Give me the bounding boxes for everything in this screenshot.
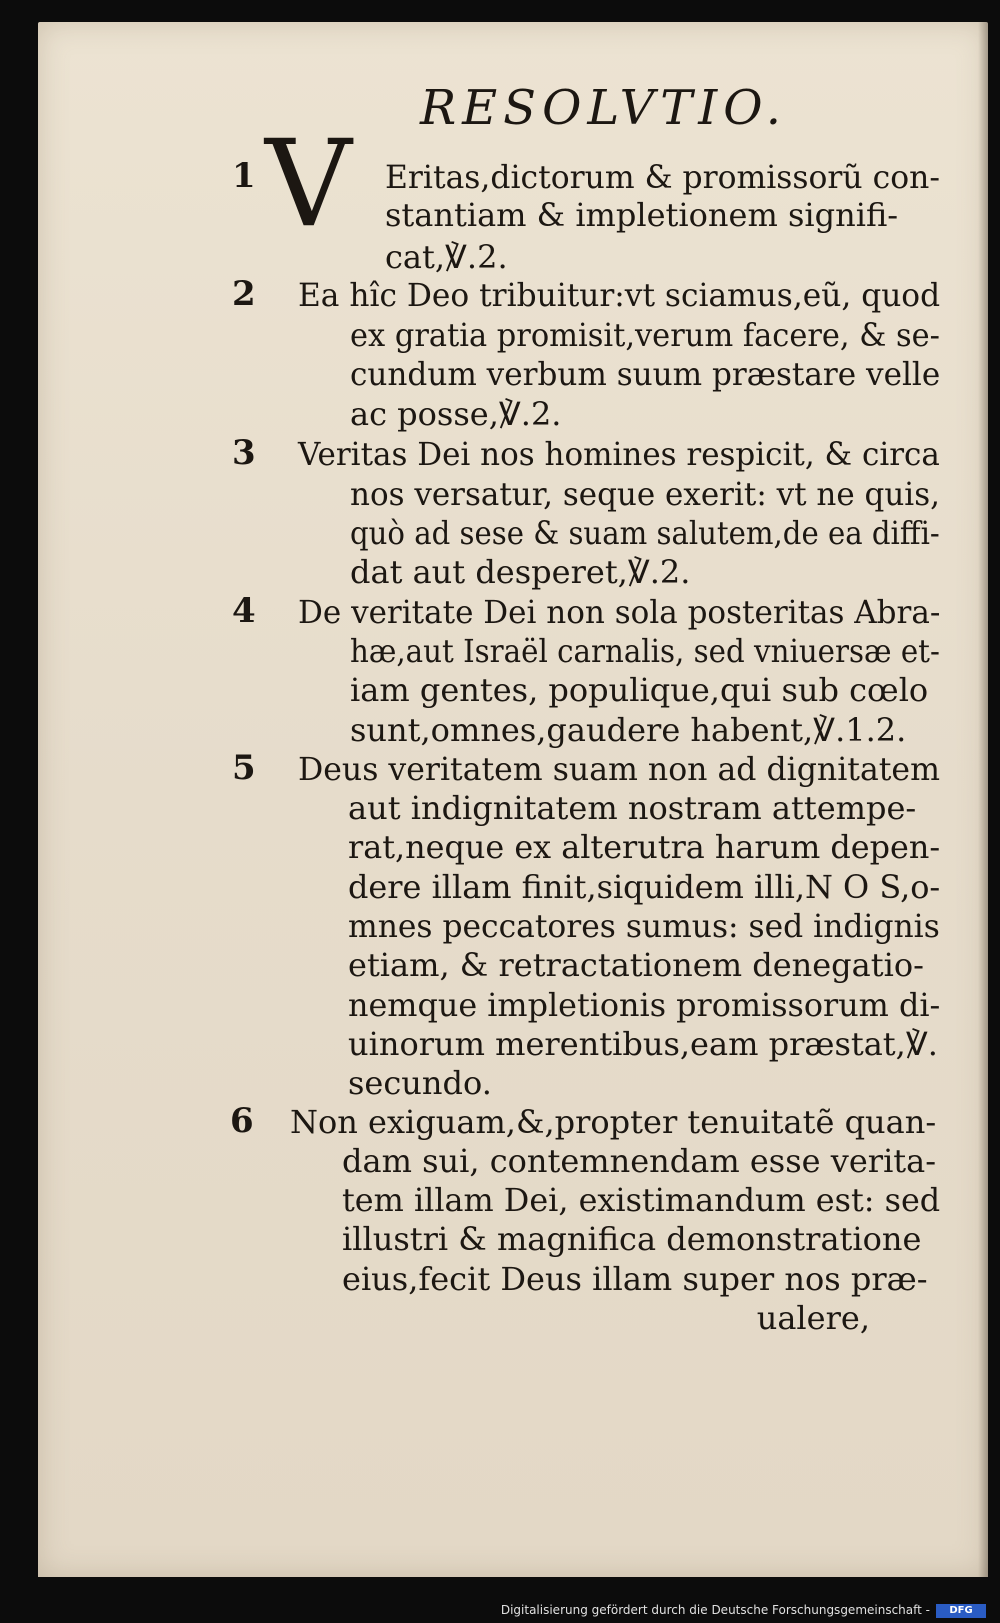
entry-number: 2 <box>232 274 256 314</box>
footer-credit: Digitalisierung gefördert durch die Deutsche Forschungsgemeinschaft - <box>500 1603 930 1617</box>
dfg-logo: DFG <box>936 1604 986 1618</box>
text-line: hæ,aut Israël carnalis, sed vniuersæ et- <box>350 632 940 670</box>
entry-number: 6 <box>230 1101 254 1141</box>
text-line: iam gentes, populique,qui sub cœlo <box>350 671 929 709</box>
text-line: stantiam & impletionem signifi- <box>385 196 899 234</box>
text-line: ualere, <box>756 1299 870 1337</box>
text-line: Deus veritatem suam non ad dignitatem <box>298 750 940 788</box>
entry-number: 4 <box>232 591 256 631</box>
text-line: nos versatur, seque exerit: vt ne quis, <box>350 475 940 513</box>
text-line: quò ad sese & suam salutem,de ea diffi- <box>350 514 940 552</box>
text-line: Eritas,dictorum & promissorũ con- <box>385 158 940 196</box>
text-line: cundum verbum suum præstare velle <box>350 355 941 393</box>
text-line: etiam, & retractationem denegatio- <box>348 946 924 984</box>
entry-number: 3 <box>232 433 256 473</box>
entry-number: 1 <box>232 156 256 196</box>
text-line: ac posse,℣.2. <box>350 395 562 433</box>
text-line: dere illam finit,siquidem illi,N O S,o- <box>348 868 941 906</box>
text-line: Ea hîc Deo tribuitur:vt sciamus,eũ, quod <box>298 276 941 314</box>
text-line: Non exiguam,&,propter tenuitatẽ quan- <box>290 1103 937 1141</box>
text-line: sunt,omnes,gaudere habent,℣.1.2. <box>350 711 907 749</box>
text-line: rat,neque ex alterutra harum depen- <box>348 828 941 866</box>
text-line: secundo. <box>348 1064 492 1102</box>
page-edge-shadow <box>978 22 988 1577</box>
text-line: mnes peccatores sumus: sed indignis <box>348 907 940 945</box>
text-line: De veritate Dei non sola posteritas Abra- <box>298 593 941 631</box>
drop-cap: V <box>265 115 352 254</box>
text-line: dam sui, contemnendam esse verita- <box>342 1142 937 1180</box>
text-line: nemque impletionis promissorum di- <box>348 986 941 1024</box>
text-line: illustri & magnifica demonstratione <box>342 1220 922 1258</box>
text-line: eius,fecit Deus illam super nos præ- <box>342 1260 928 1298</box>
entry-number: 5 <box>232 748 256 788</box>
text-line: uinorum merentibus,eam præstat,℣. <box>348 1025 938 1063</box>
text-line: cat,℣.2. <box>385 238 508 276</box>
text-line: ex gratia promisit,verum facere, & se- <box>350 316 940 354</box>
text-line: tem illam Dei, existimandum est: sed <box>342 1181 941 1219</box>
text-line: Veritas Dei nos homines respicit, & circa <box>298 435 940 473</box>
text-line: aut indignitatem nostram attempe- <box>348 789 917 827</box>
text-line: dat aut desperet,℣.2. <box>350 553 691 591</box>
page-heading: RESOLVTIO. <box>420 80 788 136</box>
